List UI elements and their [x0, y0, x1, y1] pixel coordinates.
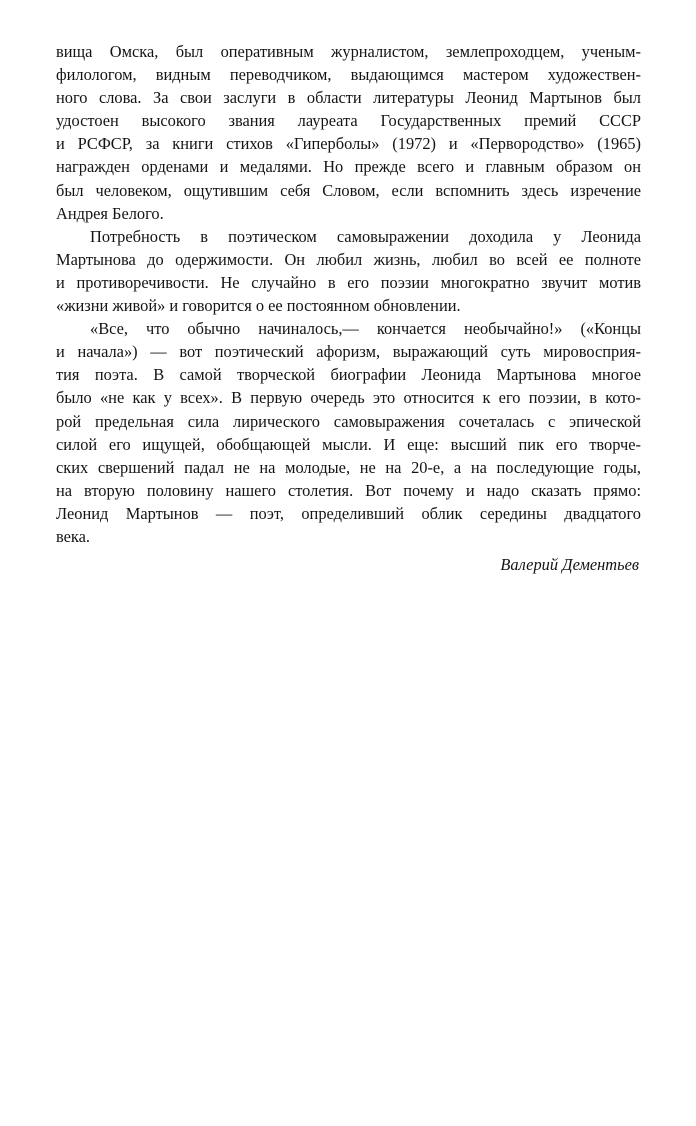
- text-line: и РСФСР, за книги стихов «Гиперболы» (1972) и «Первородство» (1965): [56, 134, 641, 154]
- text-line: было «не как у всех». В первую очередь это относится к его поэзии, в кото-: [56, 388, 641, 408]
- paragraph-3: [56, 317, 641, 548]
- author-signature: Валерий Дементьев: [500, 555, 639, 574]
- text-line: рой предельная сила лирического самовыражения сочеталась с эпической: [56, 411, 641, 431]
- text-line: силой его ищущей, обобщающей мысли. И еще: высший пик его творче-: [56, 434, 641, 454]
- text-line: «жизни живой» и говорится о ее постоянном обновлении.: [56, 296, 461, 316]
- paragraph-1: [56, 40, 641, 225]
- text-line: ного слова. За свои заслуги в области литературы Леонид Мартынов был: [56, 88, 641, 108]
- text-line: вища Омска, был оперативным журналистом, землепроходцем, ученым-: [56, 42, 641, 61]
- text-line: тия поэта. В самой творческой биографии Леонида Мартынова многое: [56, 365, 641, 385]
- article-text: [56, 40, 641, 548]
- text-line: Мартынова до одержимости. Он любил жизнь, любил во всей ее полноте: [56, 249, 641, 269]
- text-line: был человеком, ощутившим себя Словом, если вспомнить здесь изречение: [56, 180, 641, 200]
- text-line: и начала») — вот поэтический афоризм, выражающий суть мировосприя-: [56, 342, 641, 362]
- text-line: удостоен высокого звания лауреата Государственных премий СССР: [56, 111, 641, 131]
- text-line: награжден орденами и медалями. Но прежде всего и главным образом он: [56, 157, 641, 177]
- text-line: ских свершений падал не на молодые, не на 20-е, а на последующие годы,: [56, 457, 641, 477]
- text-line: филологом, видным переводчиком, выдающимся мастером художествен-: [56, 65, 641, 85]
- text-line: «Все, что обычно начиналось,— кончается необычайно!» («Концы: [90, 319, 641, 339]
- text-line: Леонид Мартынов — поэт, определивший облик середины двадцатого: [56, 503, 641, 523]
- text-line: Андрея Белого.: [56, 203, 164, 223]
- text-line: Потребность в поэтическом самовыражении доходила у Леонида: [90, 226, 641, 246]
- text-line: века.: [56, 526, 91, 546]
- text-line: на вторую половину нашего столетия. Вот почему и надо сказать прямо:: [56, 480, 641, 500]
- paragraph-2: [56, 225, 641, 317]
- text-line: и противоречивости. Не случайно в его поэзии многократно звучит мотив: [56, 272, 641, 292]
